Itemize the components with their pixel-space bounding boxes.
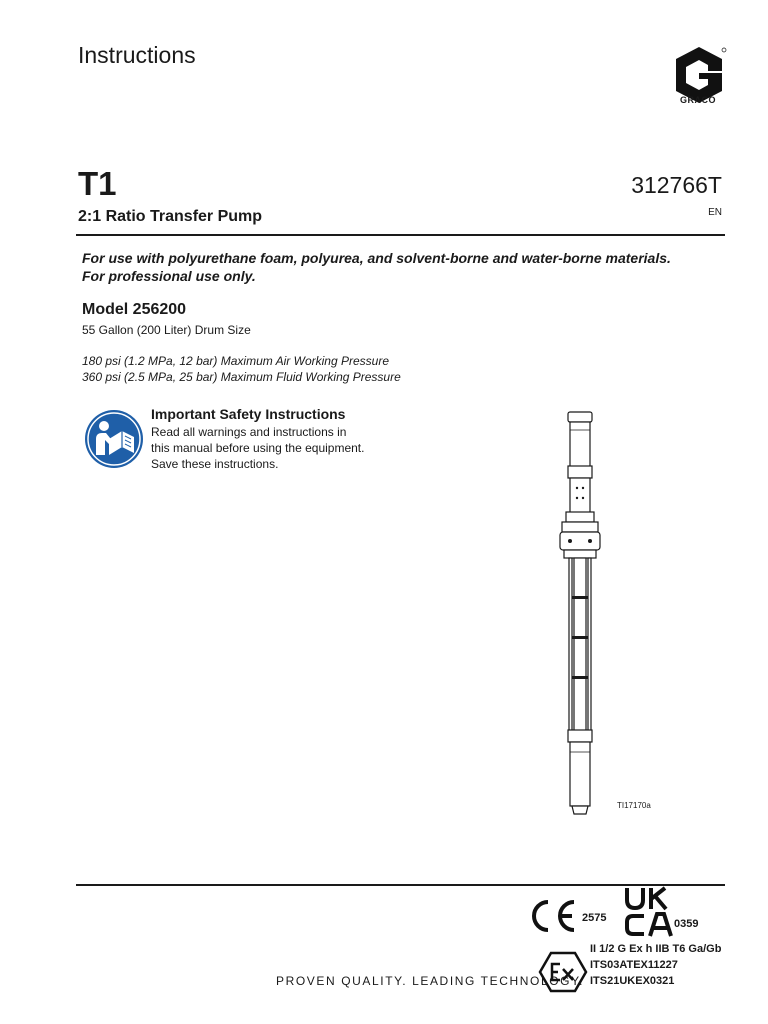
ce-notified-body: 2575 <box>582 912 607 924</box>
model-title: Model 256200 <box>82 301 187 318</box>
atex-classification: II 1/2 G Ex h IIB T6 Ga/Gb <box>590 943 722 955</box>
drum-size: 55 Gallon (200 Liter) Drum Size <box>82 323 251 337</box>
usage-line-1: For use with polyurethane foam, polyurea, and solvent-borne and water-borne materials. <box>82 250 671 266</box>
language-code: EN <box>708 207 722 218</box>
document-type: Instructions <box>78 42 196 68</box>
safety-text <box>151 424 391 472</box>
brand-tagline: PROVEN QUALITY. LEADING TECHNOLOGY. <box>276 974 585 988</box>
product-subtitle: 2:1 Ratio Transfer Pump <box>78 208 263 225</box>
fluid-pressure: 360 psi (2.5 MPa, 25 bar) Maximum Fluid Working Pressure <box>82 370 401 384</box>
safety-line-2: this manual before using the equipment. <box>151 441 365 455</box>
safety-line-1: Read all warnings and instructions in <box>151 425 347 439</box>
safety-line-3: Save these instructions. <box>151 457 279 471</box>
ce-mark-icon <box>526 898 580 934</box>
safety-title: Important Safety Instructions <box>151 406 346 422</box>
pump-illustration <box>550 408 610 820</box>
usage-statement <box>82 249 732 285</box>
air-pressure: 180 psi (1.2 MPa, 12 bar) Maximum Air Working Pressure <box>82 354 389 368</box>
document-number: 312766T <box>631 172 722 198</box>
figure-id: TI17170a <box>617 801 651 810</box>
ukca-approved-body: 0359 <box>674 918 699 930</box>
atex-certificate: ITS03ATEX11227 <box>590 959 678 971</box>
usage-line-2: For professional use only. <box>82 268 256 284</box>
graco-logo-text: GRACO <box>680 95 716 105</box>
ex-hazard-icon <box>538 951 588 993</box>
product-name: T1 <box>78 165 117 202</box>
ukex-certificate: ITS21UKEX0321 <box>590 975 675 987</box>
ukca-mark-icon <box>624 886 674 938</box>
header-divider <box>76 234 725 236</box>
read-manual-icon <box>84 409 144 469</box>
